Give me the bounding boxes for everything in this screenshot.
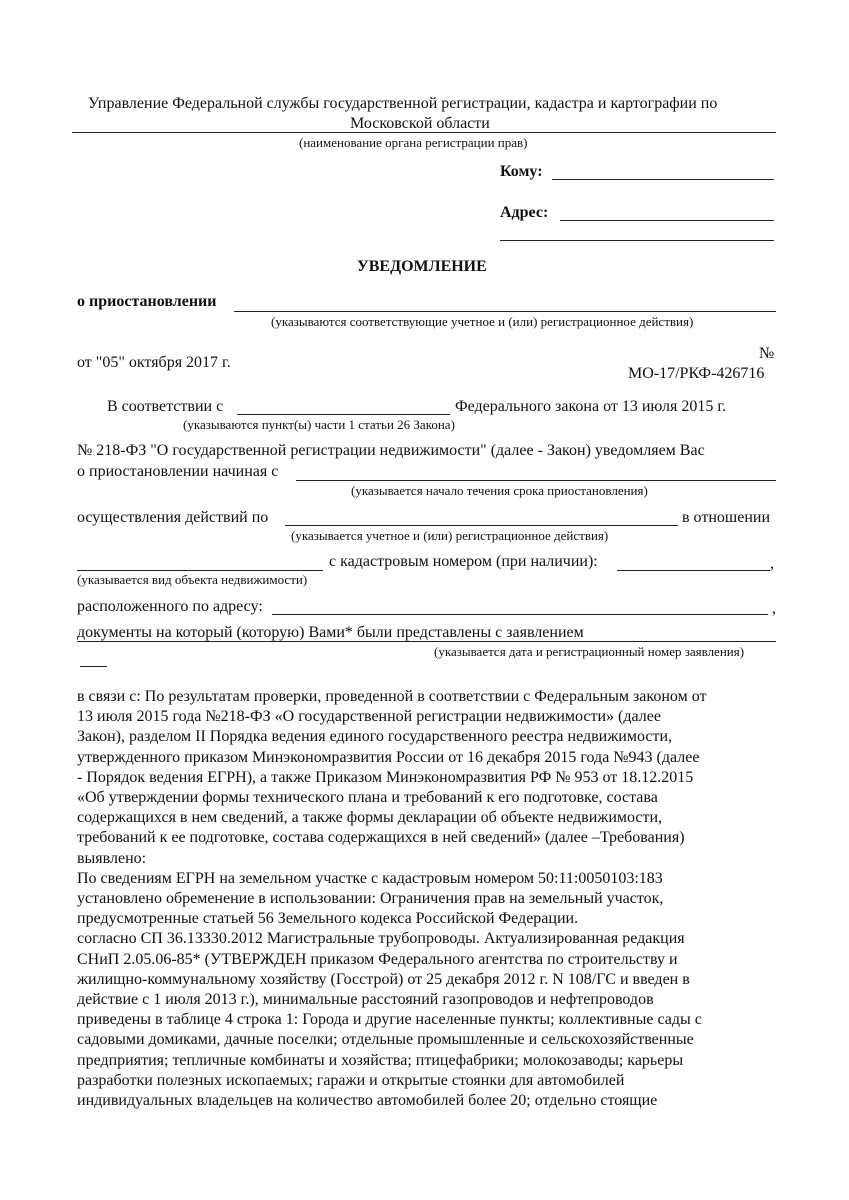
documents-field[interactable] <box>77 641 776 642</box>
address-field[interactable] <box>560 220 774 221</box>
reason-line: предусмотренные статьей 56 Земельного кодекса Российской Федерации. <box>77 910 579 928</box>
to-field[interactable] <box>552 179 774 180</box>
documents-caption: (указывается дата и регистрационный номер заявления) <box>434 644 745 659</box>
address-label: Адрес: <box>500 204 549 221</box>
reason-line: в связи с: По результатам проверки, проведенной в соответствии с Федеральным законом от <box>77 688 707 705</box>
actions-suffix: в отношении <box>682 509 771 526</box>
reason-line: содержащихся в нем сведений, а также формы декларации об объекте недвижимости, <box>77 809 663 827</box>
number-sign: № <box>759 345 775 362</box>
reason-line: установлено обременение в использовании: Ограничения прав на земельный участок, <box>77 890 664 908</box>
address-location-label: расположенного по адресу: <box>77 598 263 615</box>
reason-line: 13 июля 2015 года №218-ФЗ «О государственной регистрации недвижимости» (далее <box>77 708 661 726</box>
document-title: УВЕДОМЛЕНИЕ <box>357 258 487 275</box>
basis-caption: (указываются пункт(ы) части 1 статьи 26 Закона) <box>183 417 455 432</box>
document-date: от "05" октября 2017 г. <box>77 354 231 371</box>
actions-field[interactable] <box>285 525 678 526</box>
basis-suffix: Федерального закона от 13 июля 2015 г. <box>455 398 727 415</box>
reason-line: предприятия; тепличные комбинаты и хозяйства; птицефабрики; молокозаводы; карьеры <box>77 1051 684 1069</box>
start-date-caption: (указывается начало течения срока приостановления) <box>351 483 648 498</box>
reason-line: садовыми домиками, дачные поселки; отдельные промышленные и сельскохозяйственные <box>77 1031 694 1049</box>
reason-line: утвержденного приказом Минэкономразвития России от 16 декабря 2015 года №943 (далее <box>77 748 700 766</box>
subject-caption: (указываются соответствующие учетное и (или) регистрационное действия) <box>271 314 694 329</box>
org-underline <box>72 132 776 133</box>
reason-text <box>77 687 777 1111</box>
address-field-2[interactable] <box>500 240 774 241</box>
reason-line: разработки полезных ископаемых; гаражи и открытые стоянки для автомобилей <box>77 1071 625 1089</box>
to-label: Кому: <box>500 163 543 180</box>
subject-field[interactable] <box>234 311 776 312</box>
actions-caption: (указывается учетное и (или) регистрационное действия) <box>291 528 609 543</box>
reason-line: индивидуальных владельцев на количество автомобилей более 20; отдельно стоящие <box>77 1092 658 1110</box>
object-type-field[interactable] <box>77 570 323 571</box>
reason-line: жилищно-коммунальному хозяйству (Госстрой) от 25 декабря 2012 г. N 108/ГС и введен в <box>77 970 690 988</box>
reason-line: Закон), разделом II Порядка ведения единого государственного реестра недвижимости, <box>77 728 673 746</box>
start-date-prefix: о приостановлении начиная с <box>77 463 279 480</box>
org-name-line2: Московской области <box>350 115 490 132</box>
object-caption: (указывается вид объекта недвижимости) <box>77 572 308 587</box>
org-name-line1: Управление Федеральной службы государственной регистрации, кадастра и картографии по <box>88 95 718 112</box>
reason-line: - Порядок ведения ЕГРН), а также Приказом Минэкономразвития РФ № 953 от 18.12.2015 <box>77 768 694 786</box>
basis-field[interactable] <box>237 414 450 415</box>
reason-line: «Об утверждении формы технического плана и требований к его подготовке, состава <box>77 789 658 807</box>
cadastral-label: с кадастровым номером (при наличии): <box>329 553 598 570</box>
basis-prefix: В соответствии с <box>107 398 224 415</box>
reason-line: По сведениям ЕГРН на земельном участке с кадастровым номером 50:11:0050103:183 <box>77 869 663 887</box>
cadastral-comma: , <box>770 555 774 572</box>
location-field[interactable] <box>272 614 768 615</box>
reason-line: согласно СП 36.13330.2012 Магистральные трубопроводы. Актуализированная редакция <box>77 930 685 948</box>
org-caption: (наименование органа регистрации прав) <box>299 135 528 150</box>
reason-line: требований к ее подготовке, состава содержащихся в ней сведений» (далее –Требования) <box>77 829 685 847</box>
start-date-field[interactable] <box>296 480 776 481</box>
location-comma: , <box>772 600 776 617</box>
reason-line: СНиП 2.05.06-85* (УТВЕРЖДЕН приказом Федерального агентства по строительству и <box>77 950 678 968</box>
documents-text: документы на который (которую) Вами* были представлены с заявлением <box>77 624 584 641</box>
subject-label: о приостановлении <box>77 293 217 310</box>
document-number: МО-17/РКФ-426716 <box>628 365 765 382</box>
documents-extra-field[interactable] <box>80 666 107 667</box>
reason-line: приведены в таблице 4 строка 1: Города и другие населенные пункты; коллективные сады с <box>77 1011 702 1029</box>
actions-prefix: осуществления действий по <box>77 509 269 526</box>
basis-line2: № 218-ФЗ "О государственной регистрации недвижимости" (далее - Закон) уведомляем Вас <box>77 442 705 459</box>
reason-line: выявлено: <box>77 849 147 867</box>
reason-line: действие с 1 июля 2013 г.), минимальные расстояний газопроводов и нефтепроводов <box>77 991 654 1009</box>
cadastral-field[interactable] <box>617 570 770 571</box>
